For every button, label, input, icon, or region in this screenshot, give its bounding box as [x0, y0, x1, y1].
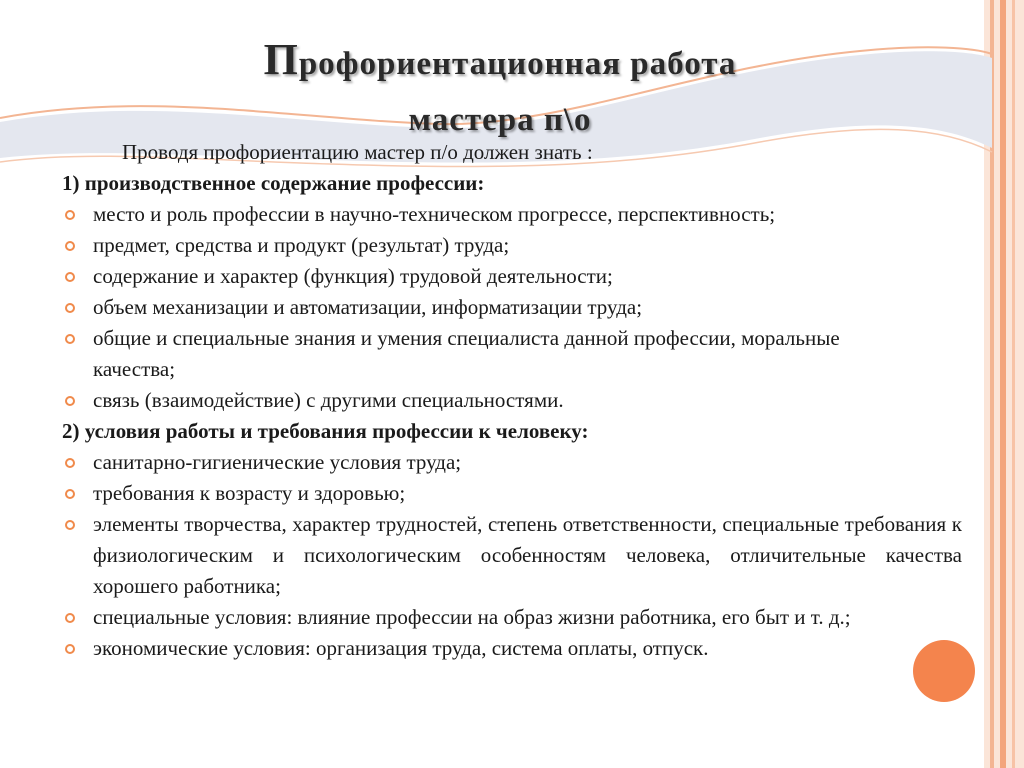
list-item: [62, 509, 962, 602]
list-item-text: элементы творчества, характер трудностей, степень ответственности, специальные требования к физиологическим и психологическим особенностям человека, отличительные качества хорошего работника;: [93, 512, 962, 598]
section-1-heading: 1) производственное содержание профессии:: [62, 171, 485, 195]
title-line-1-text: рофориентационная работа: [298, 46, 737, 82]
title-line-2: мастера п\о: [408, 102, 592, 138]
list-item-text: связь (взаимодействие) с другими специальностями.: [93, 388, 564, 412]
list-item: [62, 261, 962, 292]
bullet-icon: [65, 396, 75, 406]
bullet-icon: [65, 334, 75, 344]
section-2-heading: 2) условия работы и требования профессии к человеку:: [62, 419, 589, 443]
list-item: [62, 478, 962, 509]
slide-body: [62, 137, 962, 664]
title-initial: П: [263, 35, 299, 84]
decorative-circle: [913, 640, 975, 702]
list-item-text: санитарно-гигиенические условия труда;: [93, 450, 462, 474]
list-item: [62, 292, 962, 323]
bullet-icon: [65, 210, 75, 220]
list-item: [62, 199, 962, 230]
bullet-icon: [65, 272, 75, 282]
list-item-text: общие и специальные знания и умения специалиста данной профессии, моральные качества;: [93, 326, 840, 381]
list-item-text: место и роль профессии в научно-техническом прогрессе, перспективность;: [93, 202, 776, 226]
bullet-icon: [65, 489, 75, 499]
list-item-text: требования к возрасту и здоровью;: [93, 481, 406, 505]
list-item: [62, 633, 962, 664]
list-item-text: содержание и характер (функция) трудовой деятельности;: [93, 264, 613, 288]
list-item-text: специальные условия: влияние профессии на образ жизни работника, его быт и т. д.;: [93, 605, 851, 629]
bullet-icon: [65, 520, 75, 530]
right-stripe-2: [1000, 0, 1006, 768]
bullet-icon: [65, 303, 75, 313]
bullet-icon: [65, 644, 75, 654]
bullet-icon: [65, 241, 75, 251]
list-item-text: предмет, средства и продукт (результат) труда;: [93, 233, 510, 257]
list-item-text: объем механизации и автоматизации, информатизации труда;: [93, 295, 643, 319]
bullet-icon: [65, 458, 75, 468]
list-item: [62, 230, 962, 261]
list-item: [62, 602, 883, 633]
list-item-text: экономические условия: организация труда, система оплаты, отпуск.: [93, 636, 709, 660]
list-item: [62, 323, 853, 385]
list-item: [62, 385, 962, 416]
intro-text: Проводя профориентацию мастер п/о должен знать :: [122, 140, 593, 164]
list-item: [62, 447, 962, 478]
slide-title: [60, 32, 940, 148]
right-stripe-3: [1012, 0, 1015, 768]
title-line-1: [60, 32, 940, 92]
bullet-icon: [65, 613, 75, 623]
